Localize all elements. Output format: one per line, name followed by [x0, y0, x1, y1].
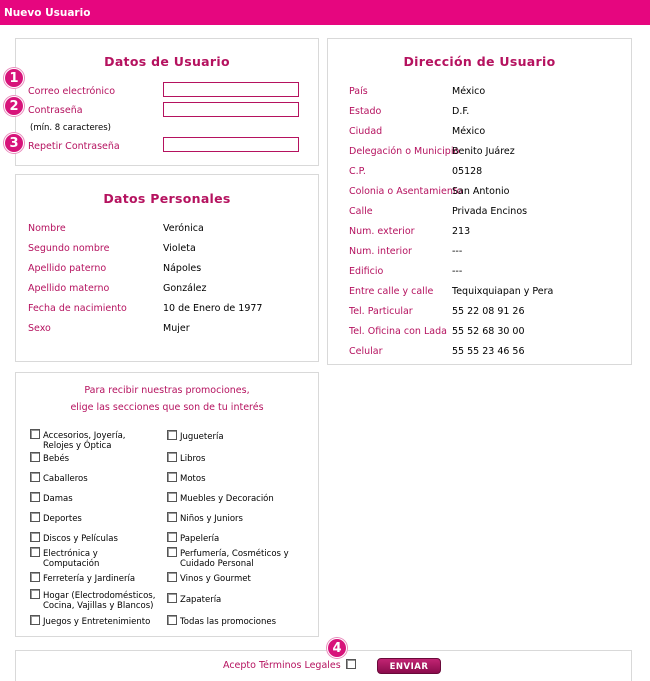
- promo-accesorios-label-2: Relojes y Óptica: [43, 441, 112, 451]
- address-label-ciudad: Ciudad: [349, 126, 383, 137]
- promo-zapateria-label: Zapatería: [180, 595, 222, 605]
- promo-discos[interactable]: [30, 532, 118, 544]
- personal-label-apellido-paterno: Apellido paterno: [28, 263, 107, 274]
- promo-jugueteria[interactable]: [167, 430, 224, 442]
- checkbox[interactable]: [167, 532, 177, 542]
- direccion-usuario-title: Dirección de Usuario: [403, 54, 556, 69]
- address-label-estado: Estado: [349, 106, 382, 117]
- personal-label-fecha-nacimiento: Fecha de nacimiento: [28, 303, 127, 314]
- promo-hogar[interactable]: [30, 589, 155, 611]
- promo-damas[interactable]: [30, 492, 73, 504]
- promo-zapateria[interactable]: [167, 593, 221, 605]
- personal-label-apellido-materno: Apellido materno: [28, 283, 110, 294]
- promo-perfumeria-label-1: Perfumería, Cosméticos y: [180, 549, 289, 559]
- step-badge-3: 3: [4, 133, 24, 153]
- promociones-intro-line1: Para recibir nuestras promociones,: [84, 385, 250, 396]
- personal-value-fecha-nacimiento: 10 de Enero de 1977: [163, 303, 263, 314]
- password-hint: (mín. 8 caracteres): [30, 123, 111, 133]
- promo-damas-label: Damas: [43, 494, 73, 504]
- terms-checkbox[interactable]: [346, 659, 356, 669]
- checkbox[interactable]: [167, 615, 177, 625]
- promo-jugueteria-label: Juguetería: [180, 432, 224, 442]
- repeat-password-label: Repetir Contraseña: [28, 141, 120, 152]
- promo-ferreteria[interactable]: [30, 572, 135, 584]
- datos-personales-title: Datos Personales: [103, 191, 231, 206]
- promo-juegos-label: Juegos y Entretenimiento: [43, 617, 151, 627]
- email-field[interactable]: [163, 82, 299, 97]
- address-value-celular: 55 55 23 46 56: [452, 346, 525, 357]
- promo-perfumeria[interactable]: [167, 547, 289, 569]
- promo-bebes-label: Bebés: [43, 454, 70, 464]
- checkbox[interactable]: [167, 512, 177, 522]
- promo-motos-label: Motos: [180, 474, 206, 484]
- address-value-cp: 05128: [452, 166, 483, 177]
- promo-muebles[interactable]: [167, 492, 274, 504]
- address-value-colonia: San Antonio: [452, 186, 510, 197]
- promociones-panel: [15, 372, 319, 637]
- direccion-usuario-panel: [327, 38, 632, 365]
- promo-libros[interactable]: [167, 452, 205, 464]
- promo-electronica[interactable]: [30, 547, 99, 569]
- promo-ninos[interactable]: [167, 512, 243, 524]
- checkbox[interactable]: [30, 547, 40, 557]
- address-label-colonia: Colonia o Asentamiento: [349, 186, 463, 197]
- address-label-celular: Celular: [349, 346, 383, 357]
- promo-motos[interactable]: [167, 472, 206, 484]
- step-badge-4: 4: [327, 638, 347, 658]
- address-value-edificio: ---: [452, 266, 463, 277]
- password-field[interactable]: [163, 102, 299, 117]
- address-value-entre-calles: Tequixquiapan y Pera: [452, 286, 554, 297]
- promo-electronica-label-2: Computación: [43, 559, 100, 569]
- datos-usuario-title: Datos de Usuario: [104, 54, 230, 69]
- personal-label-sexo: Sexo: [28, 323, 51, 334]
- page-title: Nuevo Usuario: [4, 7, 91, 19]
- promo-ferreteria-label: Ferretería y Jardinería: [43, 574, 136, 584]
- page-header: [0, 0, 650, 24]
- address-value-delegacion: Benito Juárez: [452, 146, 515, 157]
- address-value-estado: D.F.: [452, 106, 470, 117]
- terms-label: Acepto Términos Legales: [223, 660, 341, 671]
- promo-papeleria-label: Papelería: [180, 534, 220, 544]
- submit-button[interactable]: ENVIAR: [377, 658, 441, 674]
- promo-todas[interactable]: [167, 615, 276, 627]
- address-label-tel-particular: Tel. Particular: [349, 306, 413, 317]
- checkbox[interactable]: [30, 452, 40, 462]
- address-value-pais: México: [452, 86, 486, 97]
- step-badge-1: 1: [4, 68, 24, 88]
- personal-value-nombre: Verónica: [163, 223, 204, 234]
- promo-perfumeria-label-2: Cuidado Personal: [180, 559, 254, 569]
- step-badge-2: 2: [4, 96, 24, 116]
- personal-value-sexo: Mujer: [163, 323, 190, 334]
- promo-electronica-label-1: Electrónica y: [43, 549, 98, 559]
- promo-juegos[interactable]: [30, 615, 150, 627]
- address-label-tel-oficina: Tel. Oficina con Lada: [349, 326, 447, 337]
- checkbox[interactable]: [30, 512, 40, 522]
- promo-discos-label: Discos y Películas: [43, 534, 118, 544]
- header-divider: [0, 24, 650, 25]
- personal-label-nombre: Nombre: [28, 223, 66, 234]
- datos-usuario-panel: [15, 38, 319, 166]
- promo-hogar-label-2: Cocina, Vajillas y Blancos): [43, 601, 154, 611]
- email-label: Correo electrónico: [28, 86, 116, 97]
- address-value-num-exterior: 213: [452, 226, 471, 237]
- address-label-num-exterior: Num. exterior: [349, 226, 415, 237]
- terms-bar: [15, 650, 632, 681]
- password-label: Contraseña: [28, 105, 83, 116]
- checkbox[interactable]: [167, 572, 177, 582]
- promo-caballeros-label: Caballeros: [43, 474, 88, 484]
- promo-ninos-label: Niños y Juniors: [180, 514, 243, 524]
- checkbox[interactable]: [30, 532, 40, 542]
- checkbox[interactable]: [167, 452, 177, 462]
- address-value-calle: Privada Encinos: [452, 206, 528, 217]
- address-label-num-interior: Num. interior: [349, 246, 412, 257]
- repeat-password-field[interactable]: [163, 137, 299, 152]
- datos-personales-panel: [15, 174, 319, 362]
- checkbox[interactable]: [167, 472, 177, 482]
- address-label-cp: C.P.: [349, 166, 366, 177]
- address-value-tel-oficina: 55 52 68 30 00: [452, 326, 525, 337]
- promo-bebes[interactable]: [30, 452, 69, 464]
- promo-vinos-label: Vinos y Gourmet: [180, 574, 251, 584]
- checkbox[interactable]: [30, 472, 40, 482]
- address-label-calle: Calle: [349, 206, 373, 217]
- checkbox[interactable]: [30, 429, 40, 439]
- promo-accesorios[interactable]: [30, 429, 126, 451]
- address-value-tel-particular: 55 22 08 91 26: [452, 306, 525, 317]
- checkbox[interactable]: [30, 589, 40, 599]
- address-label-edificio: Edificio: [349, 266, 384, 277]
- checkbox[interactable]: [167, 593, 177, 603]
- promo-hogar-label-1: Hogar (Electrodomésticos,: [43, 591, 156, 601]
- personal-label-segundo-nombre: Segundo nombre: [28, 243, 110, 254]
- address-label-delegacion: Delegación o Municipio: [349, 146, 460, 157]
- promo-deportes[interactable]: [30, 512, 82, 524]
- personal-value-apellido-materno: González: [163, 283, 207, 294]
- promo-vinos[interactable]: [167, 572, 251, 584]
- checkbox[interactable]: [30, 615, 40, 625]
- promociones-intro-line2: elige las secciones que son de tu interés: [70, 402, 264, 413]
- address-label-entre-calles: Entre calle y calle: [349, 286, 434, 297]
- promo-muebles-label: Muebles y Decoración: [180, 494, 274, 504]
- personal-value-segundo-nombre: Violeta: [163, 243, 196, 254]
- checkbox[interactable]: [167, 547, 177, 557]
- promo-deportes-label: Deportes: [43, 514, 82, 524]
- address-value-num-interior: ---: [452, 246, 463, 257]
- promo-libros-label: Libros: [180, 454, 206, 464]
- checkbox[interactable]: [30, 492, 40, 502]
- personal-value-apellido-paterno: Nápoles: [163, 263, 202, 274]
- address-value-ciudad: México: [452, 126, 486, 137]
- promo-papeleria[interactable]: [167, 532, 219, 544]
- promo-todas-label: Todas las promociones: [180, 617, 277, 627]
- checkbox[interactable]: [167, 430, 177, 440]
- checkbox[interactable]: [30, 572, 40, 582]
- address-label-pais: País: [349, 86, 368, 97]
- promo-accesorios-label-1: Accesorios, Joyería,: [43, 431, 126, 441]
- promo-caballeros[interactable]: [30, 472, 88, 484]
- checkbox[interactable]: [167, 492, 177, 502]
